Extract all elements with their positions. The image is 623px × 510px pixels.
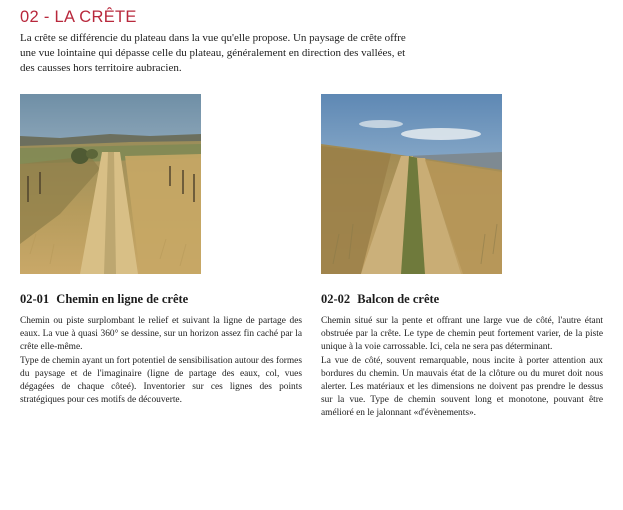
section-body [20, 315, 302, 407]
section-paragraph: Chemin ou piste surplombant le relief et suivant la ligne de partage des eaux. La vue à quasi 360° se dessine, sur un horizon assez fin caché par la crête elle-même. [20, 316, 302, 353]
photo-chemin-ligne-de-crete [20, 94, 201, 274]
section-number: 02-01 [20, 292, 50, 306]
section-balcon-de-crete [321, 291, 603, 421]
intro-paragraph: La crête se différencie du plateau dans la vue qu'elle propose. Un paysage de crête offre une vue lointaine qui dépasse celle du plateau, généralement en direction des vallées, et des causses hors territoire aubracien. [20, 32, 406, 74]
section-title: Balcon de crête [357, 292, 440, 306]
page-title: 02 - LA CRÊTE [20, 8, 137, 26]
section-paragraph: La vue de côté, souvent remarquable, nous incite à porter attention aux bordures du chemin. Un mauvais état de la clôture ou du muret doit nous alerter. Les matériaux et les dimensions ne doivent pas prendre le dessus sur la vue. Type de chemin souvent long et monotone, pouvant être amélioré en le jalonnant «d'évènements». [321, 355, 603, 419]
photo-balcon-de-crete [321, 94, 502, 274]
section-heading [321, 291, 603, 307]
section-number: 02-02 [321, 292, 351, 306]
section-chemin-ligne-de-crete [20, 291, 302, 407]
section-title: Chemin en ligne de crête [56, 292, 189, 306]
section-body [321, 315, 603, 421]
section-heading [20, 291, 302, 307]
section-paragraph: Chemin situé sur la pente et offrant une large vue de côté, l'autre étant obstruée par la crête. Le type de chemin peut fortement varier, de la piste unique à la voie carrossable. Ici, cela ne sera pas déterminant. [321, 316, 603, 353]
section-paragraph: Type de chemin ayant un fort potentiel de sensibilisation autour des formes du paysage et de l'imaginaire (ligne de partage des eaux, col, vues dégagées de chaque côteé). Inventorier sur ces lignes des points stratégiques pour ces motifs de découverte. [20, 355, 302, 406]
